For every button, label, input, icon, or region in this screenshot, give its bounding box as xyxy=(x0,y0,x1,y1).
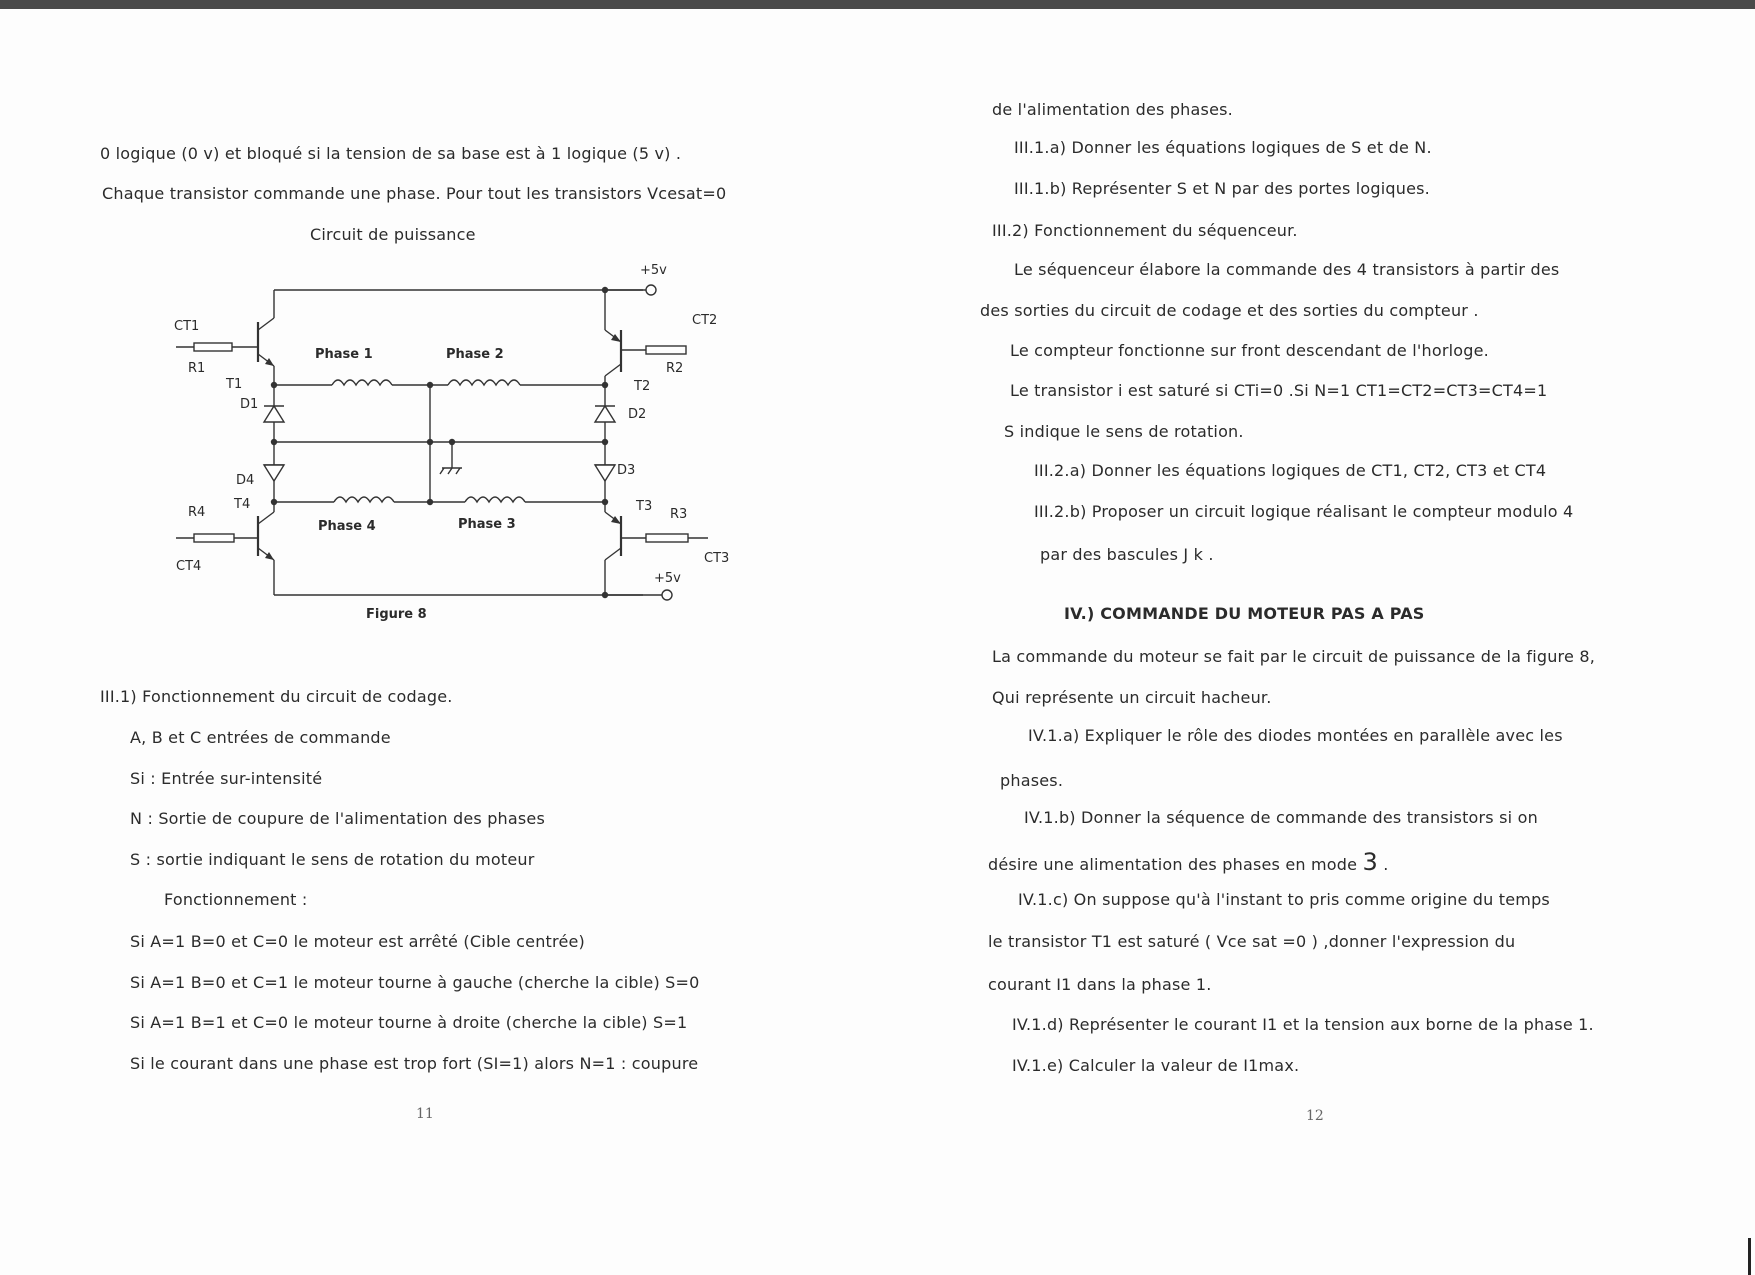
mode-value: 3 xyxy=(1362,848,1378,876)
ct1-label: CT1 xyxy=(174,319,200,334)
phase2-label: Phase 2 xyxy=(446,347,504,362)
case-line: Si le courant dans une phase est trop fort (SI=1) alors N=1 : coupure xyxy=(130,1054,699,1073)
text-line: Le séquenceur élabore la commande des 4 transistors à partir des xyxy=(1014,260,1560,279)
scan-edge-mark xyxy=(1748,1238,1751,1275)
d4-label: D4 xyxy=(236,473,255,488)
question-line: IV.1.c) On suppose qu'à l'instant to pris comme origine du temps xyxy=(1018,890,1550,909)
case-line: Si A=1 B=0 et C=0 le moteur est arrêté (Cible centrée) xyxy=(130,932,585,951)
list-item: Si : Entrée sur-intensité xyxy=(130,769,323,788)
question-line: III.2.a) Donner les équations logiques de CT1, CT2, CT3 et CT4 xyxy=(1034,461,1547,480)
case-line: Si A=1 B=0 et C=1 le moteur tourne à gauche (cherche la cible) S=0 xyxy=(130,973,700,992)
list-item: A, B et C entrées de commande xyxy=(130,728,391,747)
text-line: Le compteur fonctionne sur front descendant de l'horloge. xyxy=(1010,341,1489,360)
phase2-coil xyxy=(448,380,520,385)
text-line: courant I1 dans la phase 1. xyxy=(988,975,1212,994)
d1-diode xyxy=(264,406,284,422)
list-item: N : Sortie de coupure de l'alimentation des phases xyxy=(130,809,546,828)
mode-line-text: désire une alimentation des phases en mode xyxy=(988,855,1358,874)
text-line: Le transistor i est saturé si CTi=0 .Si N=1 CT1=CT2=CT3=CT4=1 xyxy=(1010,381,1548,400)
scan-top-border xyxy=(0,0,1755,9)
r2-label: R2 xyxy=(666,361,684,376)
phase1-label: Phase 1 xyxy=(315,347,373,362)
r4-label: R4 xyxy=(188,505,206,520)
d2-label: D2 xyxy=(628,407,647,422)
r2-resistor xyxy=(646,346,686,354)
circuit-diagram xyxy=(150,255,750,625)
d4-diode xyxy=(264,465,284,481)
section-title: III.1) Fonctionnement du circuit de codage. xyxy=(100,687,453,706)
phase1-coil xyxy=(332,380,392,385)
supply-top-label: +5v xyxy=(640,263,667,278)
r3-resistor xyxy=(646,534,688,542)
mode-line xyxy=(988,848,1389,876)
question-line: IV.1.b) Donner la séquence de commande des transistors si on xyxy=(1024,808,1538,827)
ct4-label: CT4 xyxy=(176,559,202,574)
section-heading: IV.) COMMANDE DU MOTEUR PAS A PAS xyxy=(1064,604,1425,623)
supply-bottom-label: +5v xyxy=(654,571,681,586)
text-line: S indique le sens de rotation. xyxy=(1004,422,1244,441)
question-line: III.1.b) Représenter S et N par des portes logiques. xyxy=(1014,179,1430,198)
mode-line-end: . xyxy=(1383,855,1389,874)
question-line: IV.1.e) Calculer la valeur de I1max. xyxy=(1012,1056,1300,1075)
text-line: phases. xyxy=(1000,771,1064,790)
figure-caption: Figure 8 xyxy=(366,607,427,622)
fonctionnement-label: Fonctionnement : xyxy=(164,890,308,909)
question-line: IV.1.a) Expliquer le rôle des diodes montées en parallèle avec les xyxy=(1028,726,1563,745)
t2-label: T2 xyxy=(634,379,651,394)
question-line: III.1.a) Donner les équations logiques de S et de N. xyxy=(1014,138,1432,157)
ct3-label: CT3 xyxy=(704,551,730,566)
r1-label: R1 xyxy=(188,361,206,376)
d3-label: D3 xyxy=(617,463,636,478)
phase3-label: Phase 3 xyxy=(458,517,516,532)
d1-label: D1 xyxy=(240,397,259,412)
case-line: Si A=1 B=1 et C=0 le moteur tourne à droite (cherche la cible) S=1 xyxy=(130,1013,688,1032)
d2-diode xyxy=(595,406,615,422)
r3-label: R3 xyxy=(670,507,688,522)
phase3-coil xyxy=(465,497,525,502)
text-line: le transistor T1 est saturé ( Vce sat =0 ) ,donner l'expression du xyxy=(988,932,1516,951)
text-line: de l'alimentation des phases. xyxy=(992,100,1233,119)
t4-label: T4 xyxy=(234,497,251,512)
phase4-label: Phase 4 xyxy=(318,519,376,534)
question-line: par des bascules J k . xyxy=(1040,545,1214,564)
d3-diode xyxy=(595,465,615,481)
r1-resistor xyxy=(194,343,232,351)
question-line: IV.1.d) Représenter le courant I1 et la tension aux borne de la phase 1. xyxy=(1012,1015,1594,1034)
page-number-left: 11 xyxy=(416,1106,434,1122)
text-line: Qui représente un circuit hacheur. xyxy=(992,688,1272,707)
r4-resistor xyxy=(194,534,234,542)
list-item: S : sortie indiquant le sens de rotation du moteur xyxy=(130,850,535,869)
phase4-coil xyxy=(334,497,394,502)
section-title: III.2) Fonctionnement du séquenceur. xyxy=(992,221,1298,240)
text-line: des sorties du circuit de codage et des sorties du compteur . xyxy=(980,301,1479,320)
text-line: La commande du moteur se fait par le circuit de puissance de la figure 8, xyxy=(992,647,1595,666)
t1-label: T1 xyxy=(226,377,243,392)
ct2-label: CT2 xyxy=(692,313,718,328)
text-line: 0 logique (0 v) et bloqué si la tension de sa base est à 1 logique (5 v) . xyxy=(100,144,682,163)
t3-label: T3 xyxy=(636,499,653,514)
circuit-title: Circuit de puissance xyxy=(310,225,476,244)
question-line: III.2.b) Proposer un circuit logique réalisant le compteur modulo 4 xyxy=(1034,502,1574,521)
text-line: Chaque transistor commande une phase. Pour tout les transistors Vcesat=0 xyxy=(102,184,727,203)
page-number-right: 12 xyxy=(1306,1108,1324,1124)
